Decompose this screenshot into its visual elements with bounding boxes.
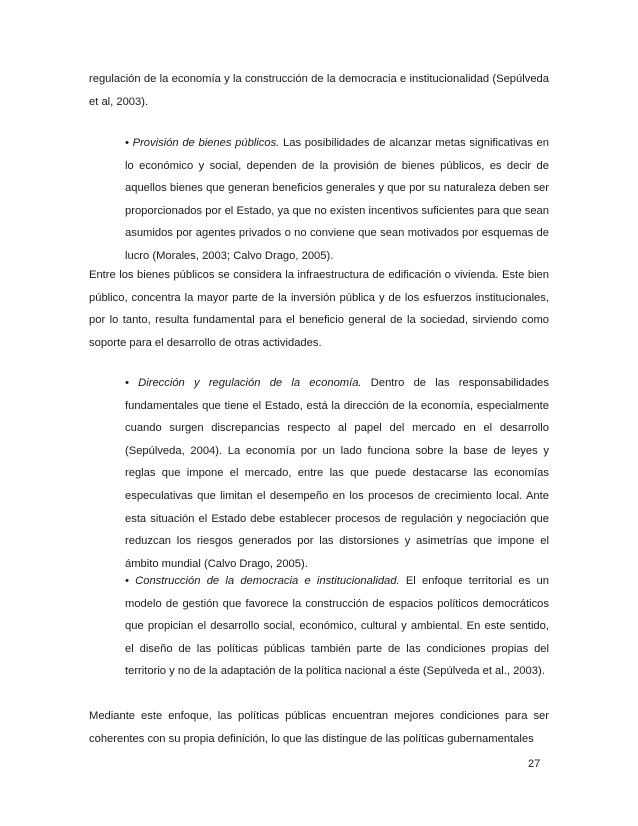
bullet-text: El enfoque territorial es un modelo de gestión que favorece la construcción de espacios políticos democráticos que propician el desarrollo social, económico, cultural y ambiental. En este sentido, el diseño de las políticas públicas también parte de las condiciones propias del territorio y no de la adaptación de la política nacional a éste (Sepúlveda et al., 2003). bbox=[125, 575, 549, 678]
bullet-direccion-regulacion bbox=[125, 372, 549, 575]
bullet-heading: • Dirección y regulación de la economía. bbox=[125, 377, 362, 389]
bullet-heading: • Construcción de la democracia e institucionalidad. bbox=[125, 575, 400, 587]
bullet-construccion-democracia bbox=[125, 570, 549, 683]
bullet-provision-bienes-publicos bbox=[125, 132, 549, 268]
paragraph-enfoque bbox=[89, 705, 549, 750]
bullet-heading: • Provisión de bienes públicos. bbox=[125, 137, 280, 149]
paragraph-text: Mediante este enfoque, las políticas públicas encuentran mejores condiciones para ser coherentes con su propia definición, lo que las distingue de las políticas gubernamentales bbox=[89, 710, 549, 745]
paragraph-text: Entre los bienes públicos se considera la infraestructura de edificación o vivienda. Este bien público, concentra la mayor parte de la inversión pública y de los esfuerzos institucionales, por lo tanto, resulta fundamental para el beneficio general de la sociedad, sirviendo como soporte para el desarrollo de otras actividades. bbox=[89, 269, 549, 349]
bullet-text: Dentro de las responsabilidades fundamentales que tiene el Estado, está la dirección de la economía, especialmente cuando surgen discrepancias respecto al papel del mercado en el desarrollo (Sepúlveda, 2004). La economía por un lado funciona sobre la base de leyes y reglas que impone el mercado, entre las que puede destacarse las economías especulativas que limitan el desempeño en los procesos de crecimiento local. Ante esta situación el Estado debe establecer procesos de regulación y negociación que reduzcan los riesgos generados por las distorsiones y asimetrías que impone el ámbito mundial (Calvo Drago, 2005). bbox=[125, 377, 549, 570]
paragraph-text: regulación de la economía y la construcción de la democracia e institucionalidad (Sepúlveda et al, 2003). bbox=[89, 73, 549, 108]
paragraph-continuation bbox=[89, 68, 549, 113]
paragraph-bienes-publicos bbox=[89, 264, 549, 354]
bullet-text: Las posibilidades de alcanzar metas significativas en lo económico y social, dependen de la provisión de bienes públicos, es decir de aquellos bienes que generan beneficios generales y que por su naturaleza deben ser proporcionados por el Estado, ya que no existen incentivos suficientes para que sean asumidos por agentes privados o no conviene que sean motivados por esquemas de lucro (Morales, 2003; Calvo Drago, 2005). bbox=[125, 137, 549, 262]
page-number: 27 bbox=[528, 758, 541, 770]
